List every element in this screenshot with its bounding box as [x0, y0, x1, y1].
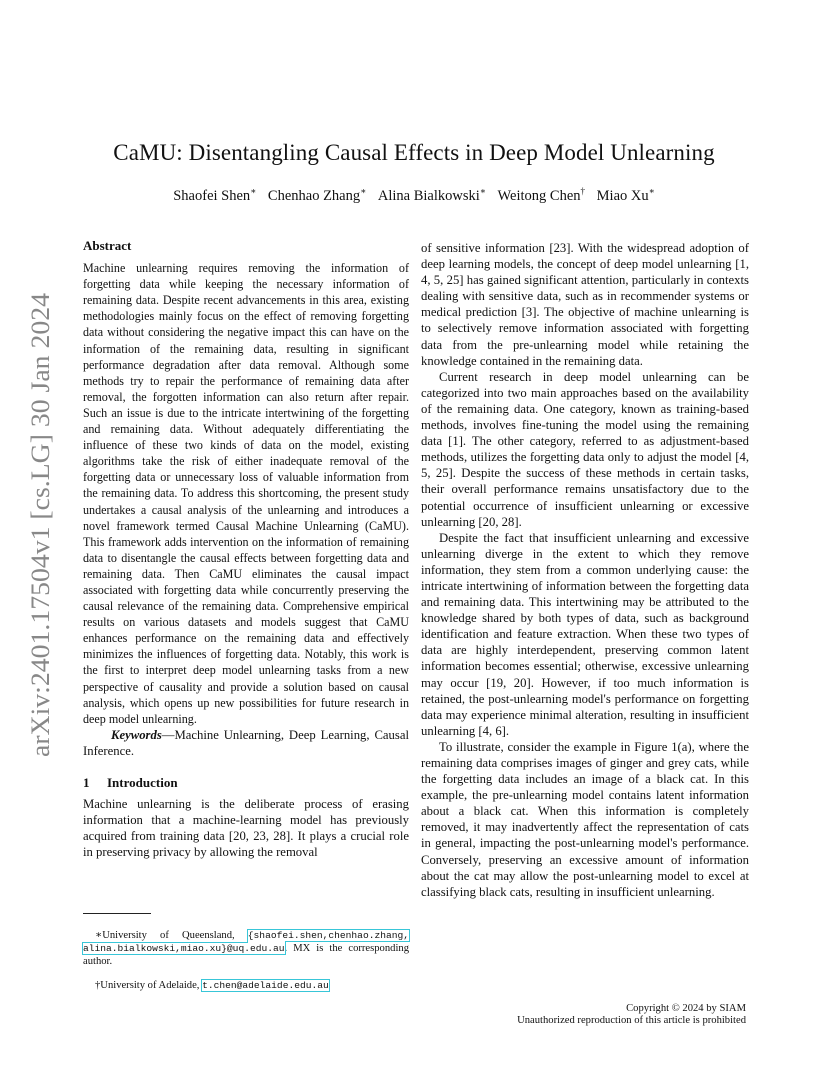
keywords-text: —Machine Unlearning, Deep Learning, Causal Inference. — [83, 727, 409, 758]
intro-paragraph-1: Machine unlearning is the deliberate process of erasing information that a machine-learning model has previously acquired from training data [20, 23, 28]. It plays a crucial role in preserving privacy by allowing the removal — [83, 797, 409, 860]
affiliation-mark: ∗ — [479, 186, 486, 196]
abstract-text: Machine unlearning requires removing the information of forgetting data while keeping the necessary information of remaining data. Despite recent advancements in this area, existing methodologies mainly focus on the effect of removing forgetting data without considering the negative impact this can have on the information of the remaining data, resulting in significant performance degradation after data removal. Although some methods try to repair the performance of remaining data after removal, the forgotten information can also return after repair. Such an issue is due to the intricate intertwining of the forgetting and remaining data. Without adequately differentiating the influence of these two kinds of data on the model, existing algorithms take the risk of either inadequate removal of the forgetting data or unnecessary loss of valuable information from the remaining data. To address this shortcoming, the present study undertakes a causal analysis of the unlearning and introduces a novel framework termed Causal Machine Unlearning (CaMU). This framework adds intervention on the information of remaining data to disentangle the causal effects between forgetting data and remaining data. Then CaMU eliminates the causal impact associated with forgetting data while concurrently preserving the causal relevance of the remaining data. Comprehensive empirical results on various datasets and models suggest that CaMU enhances performance on the remaining data and effectively minimizes the influences of forgetting data. Notably, this work is the first to interpret deep model unlearning tasks from a new perspective of causality and provide a solution based on causal analysis, which opens up new possibilities for future research in deep model unlearning. — [83, 261, 409, 726]
email-link-uq[interactable]: {shaofei.shen,chenhao.zhang, alina.bialkowski,miao.xu}@uq.edu.au — [83, 929, 409, 954]
affiliation-mark: ∗ — [250, 186, 257, 196]
author — [268, 188, 366, 204]
copyright-line: Copyright © 2024 by SIAM — [626, 1003, 746, 1014]
author — [498, 188, 586, 204]
author-name: Alina Bialkowski — [377, 187, 480, 204]
section-heading — [83, 775, 409, 791]
footnote-1 — [83, 929, 409, 969]
author — [378, 188, 486, 204]
affiliation-mark: ∗ — [360, 186, 367, 196]
copyright-footer — [346, 1003, 746, 1027]
footnote-2 — [83, 979, 409, 992]
footnote-2-text: †University of Adelaide, — [95, 980, 203, 992]
author-name: Miao Xu — [596, 187, 649, 204]
abstract-heading: Abstract — [83, 238, 132, 253]
section-title: Introduction — [107, 775, 178, 790]
footnotes — [83, 910, 409, 1003]
author — [597, 188, 655, 204]
affiliation-mark: † — [580, 186, 586, 196]
arxiv-sidebar-stamp — [16, 292, 60, 762]
affiliation-mark: ∗ — [648, 186, 655, 196]
footnote-1-tail: . MX is the corresponding author. — [83, 943, 409, 968]
email-link-adelaide[interactable]: t.chen@adelaide.edu.au — [202, 980, 329, 992]
intro-paragraph-1-continued: of sensitive information [23]. With the widespread adoption of deep learning models, the concept of deep model unlearning [1, 4, 5, 25] has gained significant attention, particularly in contexts dealing with sensitive data, such as in recommender systems or medical prediction [3]. The objective of machine unlearning is to selectively remove information associated with forgetting data from the pre-unlearning model while retaining the knowledge contained in the remaining data. — [421, 241, 749, 368]
intro-paragraph-2: Current research in deep model unlearning can be categorized into two main approaches based on the availability of the remaining data. One category, known as training-based methods, involves fine-tuning the model using the remaining data [1]. The other category, referred to as adjustment-based methods, utilizes the forgetting data only to adjust the model [4, 5, 25]. Despite the success of these methods in certain tasks, their overall performance remains unsatisfactory due to the potential occurrence of insufficient unlearning or excessive unlearning [20, 28]. — [421, 369, 749, 529]
footnote-1-text: ∗University of Queensland, — [95, 929, 248, 941]
reproduction-notice: Unauthorized reproduction of this article is prohibited — [517, 1015, 746, 1026]
keywords-line — [83, 727, 409, 759]
intro-paragraph-3: Despite the fact that insufficient unlearning and excessive unlearning diverge in the extent to which they remove information, they stem from a common underlying cause: the intricate intertwining of information between the forgetting data and remaining data. This intertwining may be attributed to the knowledge shared by both types of data, such as background identification and feature extraction. When these two types of data are highly interdependent, preserving common latent information becomes essential; otherwise, excessive unlearning may occur [19, 20]. However, if too much information is retained, the post-unlearning model's performance on forgetting data may experience minimal alteration, resulting in insufficient unlearning [4, 6]. — [421, 530, 749, 738]
author-name: Weitong Chen — [497, 187, 581, 204]
section-number: 1 — [83, 775, 90, 790]
right-column — [421, 240, 749, 900]
author-name: Chenhao Zhang — [267, 187, 361, 204]
paper-title: CaMU: Disentangling Causal Effects in Deep Model Unlearning — [113, 140, 715, 165]
intro-paragraph-4: To illustrate, consider the example in Figure 1(a), where the remaining data comprises images of ginger and grey cats, while the forgetting data includes an image of a black cat. In this example, the pre-unlearning model contains latent information about a black cat. When this information is completely removed, it may inadvertently affect the representation of cats in general, impacting the post-unlearning model's performance. Conversely, preserving an excessive amount of information about the cat may allow the post-unlearning model to excel at classifying black cats, resulting in insufficient unlearning. — [421, 739, 749, 899]
arxiv-identifier: arXiv:2401.17504v1 [cs.LG] 30 Jan 2024 — [26, 322, 55, 757]
keywords-label: Keywords — [111, 727, 162, 742]
author — [173, 188, 256, 204]
arxiv-stamp-svg — [16, 292, 60, 762]
author-list — [0, 186, 828, 205]
author-name: Shaofei Shen — [173, 187, 251, 204]
left-column — [83, 238, 409, 860]
